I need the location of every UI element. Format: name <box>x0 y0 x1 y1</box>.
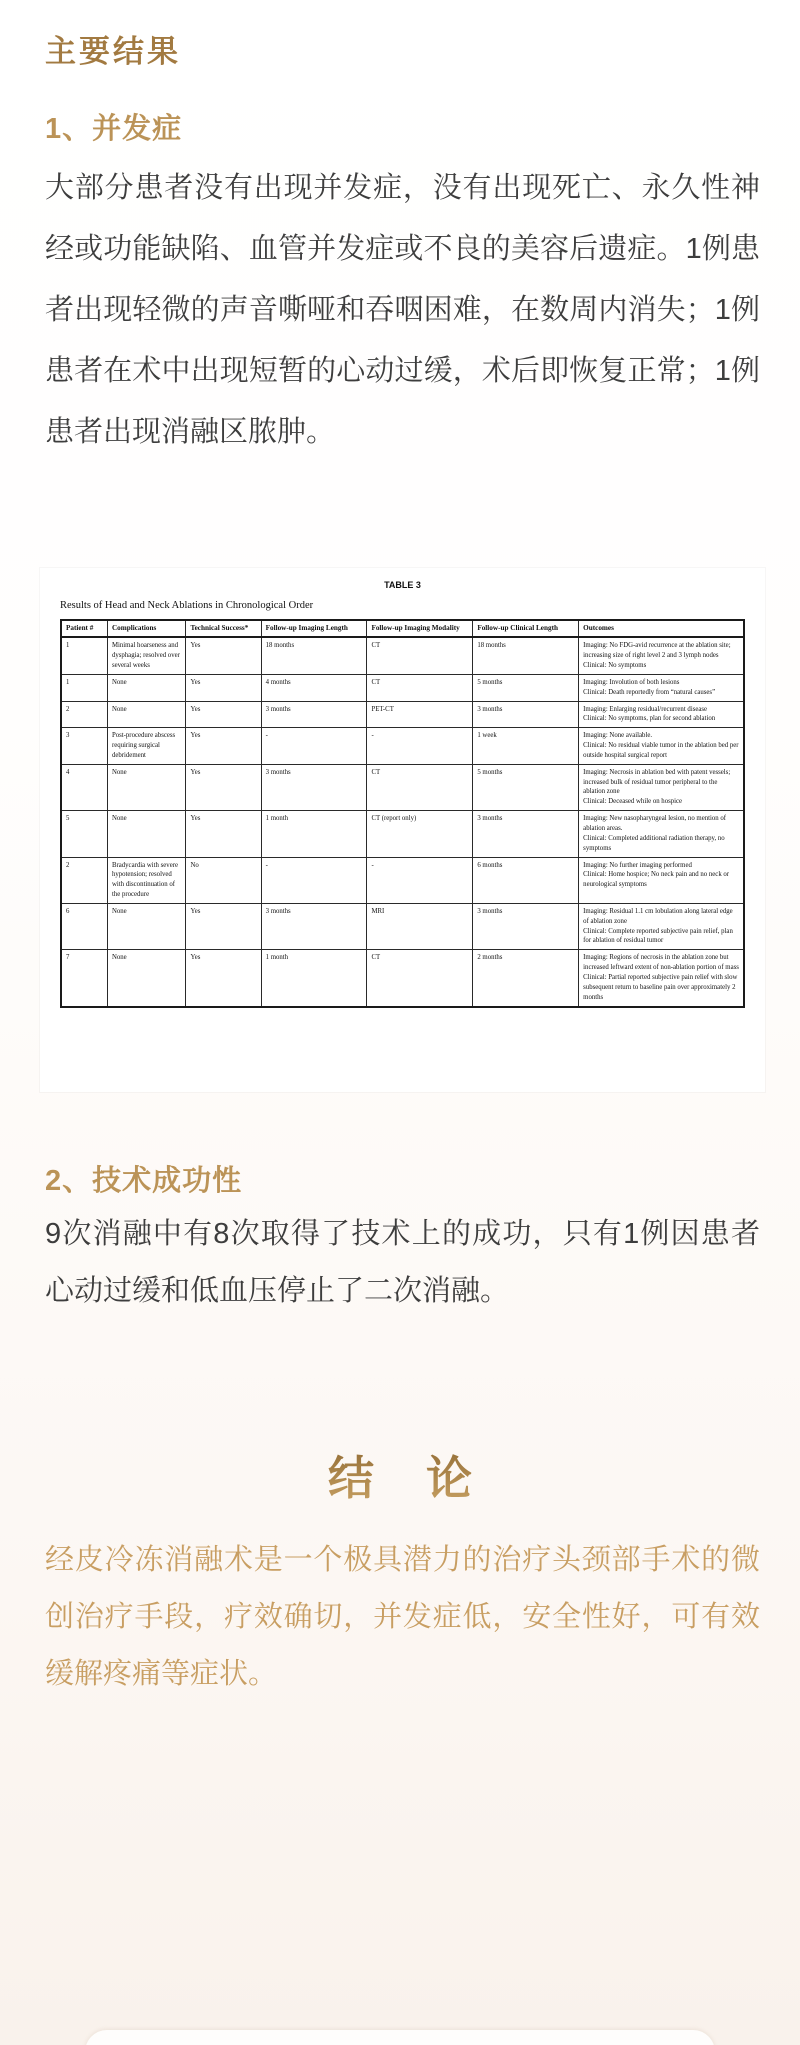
table-cell: 18 months <box>261 637 367 674</box>
table-cell: 4 months <box>261 674 367 701</box>
table-cell: - <box>261 857 367 903</box>
table-cell: 6 months <box>473 857 579 903</box>
table-cell: Imaging: No further imaging performed Clinical: Home hospice; No neck pain and no neck or neurological symptoms <box>579 857 744 903</box>
table-cell: Yes <box>186 811 261 857</box>
table-cell: Imaging: None available. Clinical: No residual viable tumor in the ablation bed per outside hospital surgical report <box>579 728 744 765</box>
table-cell: - <box>261 728 367 765</box>
table-cell: 1 <box>61 637 107 674</box>
table-cell: 2 <box>61 701 107 728</box>
table-cell: 3 months <box>473 903 579 949</box>
table-row <box>61 701 744 728</box>
table-cell: Yes <box>186 950 261 1007</box>
table-header-cell: Patient # <box>61 620 107 637</box>
table-row <box>61 811 744 857</box>
table-cell: 3 months <box>261 701 367 728</box>
table-cell: 1 month <box>261 950 367 1007</box>
conclusion-paragraph: 经皮冷冻消融术是一个极具潜力的治疗头颈部手术的微创治疗手段，疗效确切，并发症低，安全性好，可有效缓解疼痛等症状。 <box>45 1544 760 1690</box>
technical-success-paragraph: 9次消融中有8次取得了技术上的成功，只有1例因患者心动过缓和低血压停止了二次消融。 <box>45 1218 760 1307</box>
table-label: TABLE 3 <box>384 580 421 590</box>
table-header-cell: Technical Success* <box>186 620 261 637</box>
table-header-cell: Follow-up Clinical Length <box>473 620 579 637</box>
table-body <box>61 637 744 1006</box>
table-header-cell: Follow-up Imaging Modality <box>367 620 473 637</box>
table-cell: Imaging: Involution of both lesions Clinical: Death reportedly from “natural causes” <box>579 674 744 701</box>
table-caption: Results of Head and Neck Ablations in Chronological Order <box>60 600 314 611</box>
table-cell: Post-procedure abscess requiring surgical debridement <box>107 728 186 765</box>
complications-paragraph: 大部分患者没有出现并发症，没有出现死亡、永久性神经或功能缺陷、血管并发症或不良的美容后遗症。1例患者出现轻微的声音嘶哑和吞咽困难，在数周内消失；1例患者在术中出现短暂的心动过缓，术后即恢复正常；1例患者出现消融区脓肿。 <box>45 172 760 448</box>
table-cell: 2 months <box>473 950 579 1007</box>
table-cell: No <box>186 857 261 903</box>
table-cell: - <box>367 857 473 903</box>
section-heading-technical-success: 2、技术成功性 <box>45 1165 243 1197</box>
table-cell: 5 months <box>473 764 579 810</box>
table-cell: 3 months <box>261 764 367 810</box>
table-header-cell: Complications <box>107 620 186 637</box>
table-cell: Imaging: Regions of necrosis in the ablation zone but increased leftward extent of non-ablation portion of mass Clinical: Partial reported subjective pain relief with slow subsequent return to baseline pain over approximately 2 months <box>579 950 744 1007</box>
table-row <box>61 674 744 701</box>
table-cell: - <box>367 728 473 765</box>
table-cell: 4 <box>61 764 107 810</box>
table-row <box>61 637 744 674</box>
results-table <box>60 619 745 1008</box>
next-card-top-edge <box>85 2030 715 2045</box>
table-cell: CT (report only) <box>367 811 473 857</box>
journal-table-figure <box>40 568 765 1092</box>
table-cell: MRI <box>367 903 473 949</box>
table-cell: None <box>107 950 186 1007</box>
table-cell: None <box>107 674 186 701</box>
table-header-cell: Follow-up Imaging Length <box>261 620 367 637</box>
table-cell: 1 <box>61 674 107 701</box>
table-row <box>61 728 744 765</box>
table-cell: Bradycardia with severe hypotension; resolved with discontinuation of the procedure <box>107 857 186 903</box>
table-cell: 3 <box>61 728 107 765</box>
table-cell: CT <box>367 950 473 1007</box>
table-cell: Minimal hoarseness and dysphagia; resolved over several weeks <box>107 637 186 674</box>
table-row <box>61 950 744 1007</box>
table-cell: Yes <box>186 728 261 765</box>
table-cell: None <box>107 764 186 810</box>
table-cell: None <box>107 701 186 728</box>
table-cell: Yes <box>186 637 261 674</box>
table-cell: 3 months <box>473 701 579 728</box>
table-cell: Imaging: Enlarging residual/recurrent disease Clinical: No symptoms, plan for second ablation <box>579 701 744 728</box>
table-cell: None <box>107 811 186 857</box>
table-row <box>61 903 744 949</box>
table-cell: 5 <box>61 811 107 857</box>
page-title: 主要结果 <box>45 34 181 70</box>
table-cell: Yes <box>186 674 261 701</box>
table-row <box>61 764 744 810</box>
table-cell: 2 <box>61 857 107 903</box>
table-cell: 3 months <box>473 811 579 857</box>
table-cell: CT <box>367 764 473 810</box>
table-cell: Imaging: Residual 1.1 cm lobulation along lateral edge of ablation zone Clinical: Complete reported subjective pain relief, plan for ablation of residual tumor <box>579 903 744 949</box>
table-cell: CT <box>367 674 473 701</box>
table-row <box>61 857 744 903</box>
table-cell: 1 month <box>261 811 367 857</box>
table-header-cell: Outcomes <box>579 620 744 637</box>
table-cell: 7 <box>61 950 107 1007</box>
table-cell: Yes <box>186 701 261 728</box>
table-cell: Imaging: No FDG-avid recurrence at the ablation site; increasing size of right level 2 and 3 lymph nodes Clinical: No symptoms <box>579 637 744 674</box>
table-cell: 1 week <box>473 728 579 765</box>
table-cell: Imaging: Necrosis in ablation bed with patent vessels; increased bulk of residual tumor peripheral to the ablation zone Clinical: Deceased while on hospice <box>579 764 744 810</box>
table-cell: 18 months <box>473 637 579 674</box>
table-cell: 3 months <box>261 903 367 949</box>
table-cell: PET-CT <box>367 701 473 728</box>
table-header-row <box>61 620 744 637</box>
table-cell: 6 <box>61 903 107 949</box>
table-cell: CT <box>367 637 473 674</box>
table-cell: Imaging: New nasopharyngeal lesion, no mention of ablation areas. Clinical: Completed additional radiation therapy, no symptoms <box>579 811 744 857</box>
table-cell: Yes <box>186 903 261 949</box>
conclusion-heading: 结 论 <box>0 1442 800 1508</box>
table-cell: 5 months <box>473 674 579 701</box>
table-cell: Yes <box>186 764 261 810</box>
table-cell: None <box>107 903 186 949</box>
section-heading-complications: 1、并发症 <box>45 113 183 145</box>
